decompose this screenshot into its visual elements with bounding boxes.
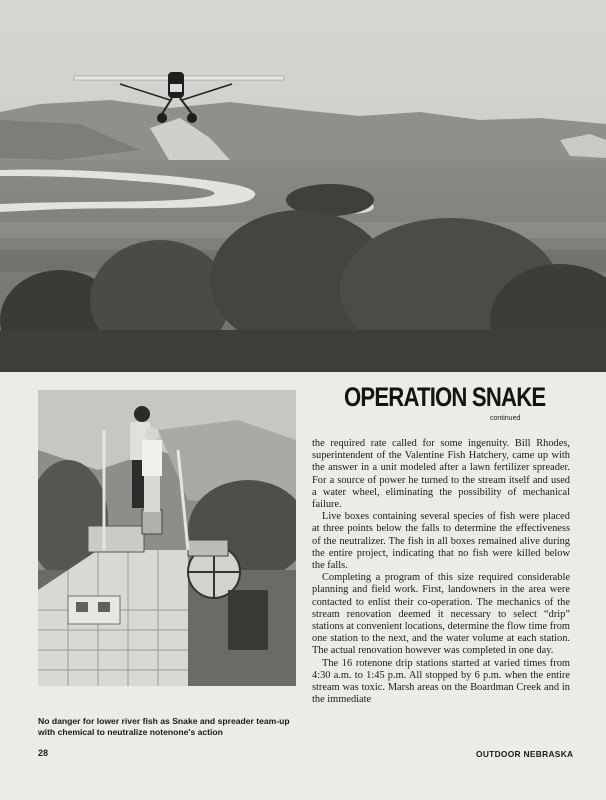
paragraph: Live boxes containing several species of fish were placed at three points below the falls to determine the effectiveness of the neutralizer. The fish in all boxes remained alive during the entire project, indicating that no fish were killed below the falls.: [312, 511, 570, 572]
article-section: [0, 372, 606, 800]
continued-label: continued: [490, 415, 521, 422]
paragraph: The 16 rotenone drip stations started at varied times from 4:30 a.m. to 1:45 p.m. All stopped by 6 p.m. when the entire stream was toxic. Marsh areas on the Boardman Creek and in the immediate: [312, 657, 570, 706]
aerial-valley-photo: [0, 0, 606, 372]
photo-caption: No danger for lower river fish as Snake and spreader team-up with chemical to neutralize notenone's action: [38, 716, 290, 737]
article-title: OPERATION SNAKE: [344, 382, 546, 412]
magazine-name: OUTDOOR NEBRASKA: [476, 749, 574, 759]
valley-scene: [0, 0, 606, 372]
page-number: 28: [38, 748, 49, 758]
paragraph: the required rate called for some ingenuity. Bill Rhodes, superintendent of the Valentine Fish Hatchery, came up with the answer in a unit modeled after a lawn fertilizer spreader. For a source of power he turned to the stream itself and used a water wheel, eliminating the possibility of mechanical failure.: [312, 438, 570, 511]
spreader-photo: [38, 390, 296, 686]
paragraph: Completing a program of this size required considerable planning and field work. First, landowners in the area were contacted to enlist their co-operation. The mechanics of the stream renovation deemed it necessary to select “drip” stations at convenient locations, determine the flow time from one station to the next, and the water volume at each station. The actual renovation however was completed in one day.: [312, 572, 570, 657]
spreader-scene: [38, 390, 296, 686]
article-body: [312, 438, 570, 706]
